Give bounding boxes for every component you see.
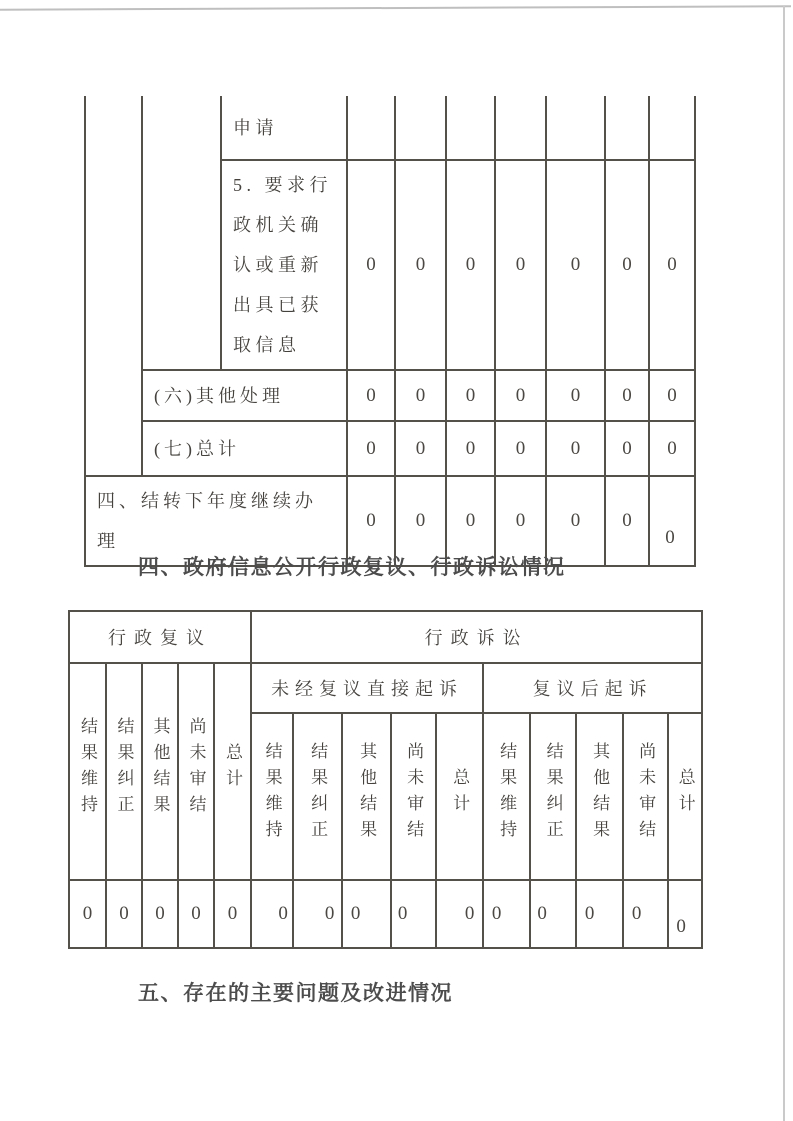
table-cell-value: 0 (395, 476, 446, 566)
table-cell-value: 0 (106, 880, 142, 948)
vertical-header-cell: 尚未审结 (623, 713, 668, 880)
table-row-label: 四、结转下年度继续办理 (85, 476, 347, 566)
table-cell-value: 0 (446, 370, 495, 421)
section-heading-5: 五、存在的主要问题及改进情况 (138, 982, 453, 1005)
table-cell-value: 0 (649, 370, 695, 421)
review-litigation-table (68, 610, 703, 949)
table-cell-value: 0 (605, 476, 649, 566)
table-cell-value (605, 96, 649, 160)
table-cell-value: 0 (546, 370, 605, 421)
table-cell-value: 0 (623, 880, 668, 948)
table-row-label: (六)其他处理 (142, 370, 347, 421)
table-cell-value: 0 (605, 421, 649, 476)
table-cell-value: 0 (347, 421, 395, 476)
table-cell-value (495, 96, 546, 160)
column-group-direct-suit: 未经复议直接起诉 (251, 663, 483, 713)
table-cell-value: 0 (649, 421, 695, 476)
vertical-header-cell: 总计 (214, 663, 251, 880)
vertical-header-cell: 其他结果 (142, 663, 178, 880)
table-cell-value: 0 (446, 160, 495, 370)
table-row-label: (七)总计 (142, 421, 347, 476)
table-cell-value: 0 (347, 476, 395, 566)
table-cell-value: 0 (446, 476, 495, 566)
subgroup-label-cell (142, 96, 221, 370)
vertical-header-cell: 尚未审结 (178, 663, 214, 880)
table-cell-value: 0 (142, 880, 178, 948)
table-header-row (69, 663, 702, 713)
table-cell-value: 0 (436, 880, 483, 948)
table-cell-value (446, 96, 495, 160)
table-row (85, 370, 695, 421)
table-cell-value: 0 (530, 880, 576, 948)
table-cell-value: 0 (342, 880, 391, 948)
vertical-header-cell: 结果纠正 (293, 713, 342, 880)
table-row-label: 申请 (221, 96, 347, 160)
vertical-header-cell: 结果维持 (69, 663, 106, 880)
table-cell-value: 0 (347, 160, 395, 370)
processing-results-table (84, 96, 696, 567)
table-cell-value: 0 (214, 880, 251, 948)
table-cell-value (347, 96, 395, 160)
table-cell-value: 0 (495, 421, 546, 476)
table-cell-value: 0 (605, 160, 649, 370)
vertical-header-cell: 结果纠正 (106, 663, 142, 880)
table-cell-value (546, 96, 605, 160)
table-cell-value: 0 (649, 160, 695, 370)
table-cell-value: 0 (178, 880, 214, 948)
table-row (85, 421, 695, 476)
column-group-after-review-suit: 复议后起诉 (483, 663, 702, 713)
table-cell-value: 0 (395, 160, 446, 370)
table-cell-value: 0 (495, 160, 546, 370)
table-cell-value: 0 (251, 880, 293, 948)
scan-page-right-edge (783, 6, 785, 1121)
table-cell-value: 0 (605, 370, 649, 421)
vertical-header-cell: 其他结果 (576, 713, 623, 880)
column-group-litigation: 行政诉讼 (251, 611, 702, 663)
section-heading-4: 四、政府信息公开行政复议、行政诉讼情况 (138, 556, 566, 579)
table-row (85, 96, 695, 160)
vertical-header-cell: 尚未审结 (391, 713, 436, 880)
table-cell-value: 0 (69, 880, 106, 948)
table-cell-value: 0 (546, 476, 605, 566)
vertical-header-cell: 结果维持 (483, 713, 530, 880)
table-cell-value: 0 (546, 421, 605, 476)
column-group-review: 行政复议 (69, 611, 251, 663)
table-header-row (69, 611, 702, 663)
scan-page-top-edge (0, 5, 791, 10)
vertical-header-cell: 其他结果 (342, 713, 391, 880)
table-cell-value: 0 (495, 370, 546, 421)
table-cell-value: 0 (293, 880, 342, 948)
vertical-header-cell: 结果纠正 (530, 713, 576, 880)
table-cell-value: 0 (395, 421, 446, 476)
vertical-header-cell: 总计 (668, 713, 702, 880)
table-cell-value: 0 (495, 476, 546, 566)
table-cell-value: 0 (649, 476, 695, 566)
table-cell-value: 0 (391, 880, 436, 948)
table-cell-value: 0 (395, 370, 446, 421)
table-data-row (69, 880, 702, 948)
table-cell-value: 0 (668, 880, 702, 948)
vertical-header-cell: 结果维持 (251, 713, 293, 880)
table-cell-value (649, 96, 695, 160)
vertical-header-cell: 总计 (436, 713, 483, 880)
table-row-label: 5. 要求行政机关确认或重新出具已获取信息 (221, 160, 347, 370)
table-cell-value: 0 (546, 160, 605, 370)
group-label-cell (85, 96, 142, 476)
table-cell-value: 0 (446, 421, 495, 476)
table-cell-value: 0 (483, 880, 530, 948)
table-cell-value: 0 (347, 370, 395, 421)
table-cell-value (395, 96, 446, 160)
table-cell-value: 0 (576, 880, 623, 948)
